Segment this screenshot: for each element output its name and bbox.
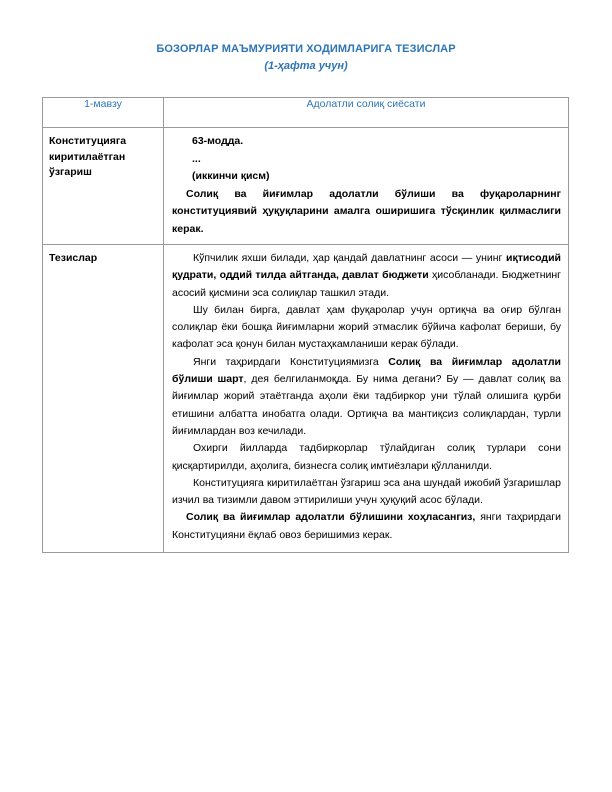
thesis-paragraph: Охирги йилларда тадбиркорлар тўлайдиган солиқ турлари сони қисқартирилди, аҳолига, бизнесга солиқ имтиёзлари қўлланилди.: [172, 442, 561, 472]
topic-title-cell: Адолатли солиқ сиёсати: [164, 98, 569, 128]
thesis-paragraph: Конституцияга киритилаётган ўзгариш эса ана шундай ижобий ўзгаришлар изчил ва тизимли давом эттирилиши учун ҳуқуқий асос бўлади.: [172, 476, 561, 507]
thesis-bold-text: Солиқ ва йиғимлар адолатли бўлишини хоҳласангиз,: [186, 511, 476, 524]
document-title: БОЗОРЛАР МАЪМУРИЯТИ ХОДИМЛАРИГА ТЕЗИСЛАР: [156, 43, 456, 55]
thesis-text: ҳисобланади. Бюджетнинг асосий қисмини эса солиқлар ташкил этади.: [172, 269, 561, 299]
article-text: Солиқ ва йиғимлар адолатли бўлиши ва фуқароларнинг конституциявий ҳуқуқларини амалга оширишига тўсқинлик қилмаслиги керак.: [172, 187, 561, 235]
thesis-text: янги таҳрирдаги Конституцияни ёқлаб овоз беришимиз керак.: [172, 511, 561, 541]
thesis-text: Кўпчилик яхши билади, ҳар қандай давлатнинг асоси — унинг: [193, 252, 506, 264]
thesis-text: , дея белгиланмоқда. Бу нима дегани? Бу — давлат солиқ ва йиғимлар жорий этаётганда аҳоли ёки тадбиркор уни тўлай олишига қурби етишини албатта инобатга олади. Ортиқча ва мантиқсиз солиқлардан, турли йиғимлардан воз кечилади.: [172, 373, 561, 437]
article-part: (иккинчи қисм): [192, 170, 270, 182]
thesis-bold-text: иқтисодий қудрати, оддий тилда айтганда, давлат бюджети: [172, 252, 561, 282]
thesis-paragraph: Шу билан бирга, давлат ҳам фуқаролар учун ортиқча ва оғир бўлган солиқлар ёки бошқа йиғимларни жорий этмаслик бўйича кафолат бериши, бу кафолат эса қонун билан мустаҳкамланиши керак бўлади.: [172, 303, 561, 351]
theses-label: Тезислар: [43, 245, 164, 553]
article-number: 63-модда.: [192, 135, 244, 147]
table-header-row: [43, 98, 569, 128]
theses-content: [164, 245, 569, 553]
thesis-paragraph: [172, 354, 561, 440]
amendment-label: Конституцияга киритилаётган ўзгариш: [43, 128, 164, 245]
thesis-table: [42, 97, 569, 553]
table-row-amendment: [43, 128, 569, 245]
thesis-paragraph: [172, 509, 561, 544]
thesis-bold-text: Солиқ ва йиғимлар адолатли бўлиши шарт: [172, 355, 561, 386]
topic-label-cell: 1-мавзу: [43, 98, 164, 128]
amendment-content: [164, 128, 569, 245]
document-subtitle: (1-ҳафта учун): [264, 60, 348, 72]
table-row-theses: [43, 245, 569, 553]
thesis-paragraph: [172, 250, 561, 302]
article-ellipsis: ...: [192, 152, 201, 165]
thesis-text: Янги таҳрирдаги Конституциямизга: [193, 355, 389, 368]
